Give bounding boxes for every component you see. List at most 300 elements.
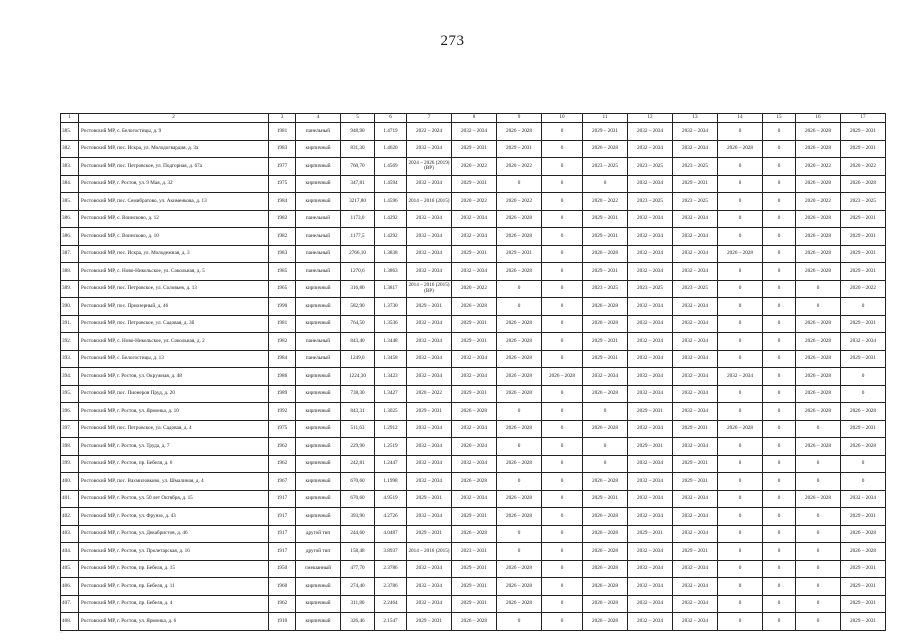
table-cell: 2014 – 2016 (2015): [407, 193, 452, 211]
address-cell: Ростовский МР, г. Ростов, ул. Декабристов, д. 46: [79, 525, 269, 543]
table-cell: 2032 – 2034: [673, 385, 718, 403]
table-row: [61, 140, 886, 158]
table-cell: 2032 – 2034: [407, 245, 452, 263]
address-cell: Ростовский МР, с. Воинсково, д. 10: [79, 228, 269, 246]
table-cell: кирпичный: [296, 368, 341, 386]
table-cell: 0: [763, 455, 796, 473]
table-cell: 0: [542, 263, 583, 281]
table-row: [61, 350, 886, 368]
table-cell: 0: [497, 403, 542, 421]
table-cell: 1984: [269, 350, 296, 368]
table-cell: 2032 – 2034: [452, 210, 497, 228]
table-row: [61, 385, 886, 403]
table-cell: 0: [718, 578, 763, 596]
table-cell: 0: [718, 613, 763, 631]
table-cell: 2032 – 2034: [673, 210, 718, 228]
table-cell: 0: [718, 350, 763, 368]
table-cell: 2026 – 2028: [497, 560, 542, 578]
table-cell: 2029 – 2031: [407, 403, 452, 421]
table-cell: 948,90: [341, 123, 375, 141]
table-cell: 2032 – 2034: [673, 595, 718, 613]
table-cell: 0: [542, 490, 583, 508]
address-cell: Ростовский МР, г. Ростов, ул. Ярмонка, д. 10: [79, 403, 269, 421]
table-cell: 0: [542, 350, 583, 368]
table-cell: 2020 – 2022: [452, 193, 497, 211]
table-cell: 2029 – 2031: [452, 508, 497, 526]
table-cell: 2026 – 2028: [583, 420, 628, 438]
table-cell: 2032 – 2034: [407, 228, 452, 246]
table-cell: 0: [542, 578, 583, 596]
table-cell: 2032 – 2034: [407, 333, 452, 351]
table-cell: 2029 – 2031: [628, 438, 673, 456]
table-cell: 2032 – 2034: [628, 560, 673, 578]
table-cell: 2032 – 2034: [673, 508, 718, 526]
table-cell: 1.4594: [375, 175, 407, 193]
table-cell: 0: [718, 175, 763, 193]
table-cell: 0: [497, 613, 542, 631]
address-cell: Ростовский МР, пос. Вахмиловково, ул. Шмалиная, д. 4: [79, 473, 269, 491]
table-cell: 1177,5: [341, 228, 375, 246]
table-cell: 2029 – 2031: [841, 245, 886, 263]
table-row: [61, 595, 886, 613]
address-cell: Ростовский МР, г. Ростов, пр. Бебеля, д. 15: [79, 560, 269, 578]
table-cell: 0: [763, 473, 796, 491]
table-cell: 0: [718, 280, 763, 298]
table-cell: 2029 – 2031: [841, 123, 886, 141]
table-cell: 2026 – 2028: [583, 613, 628, 631]
row-number-cell: 403.: [61, 525, 79, 543]
table-cell: 0: [763, 315, 796, 333]
table-cell: кирпичный: [296, 298, 341, 316]
table-cell: 1.3025: [375, 403, 407, 421]
table-cell: 0: [796, 473, 841, 491]
table-cell: 0: [763, 228, 796, 246]
table-cell: 1950: [269, 560, 296, 578]
address-cell: Ростовский МР, пос. Искра, ул. Молодежная, д. 3: [79, 245, 269, 263]
table-cell: 2026 – 2028: [796, 385, 841, 403]
table-cell: 0: [796, 613, 841, 631]
table-cell: 2032 – 2034: [673, 560, 718, 578]
table-cell: 1.4292: [375, 210, 407, 228]
table-cell: 0: [718, 595, 763, 613]
table-cell: 0: [763, 298, 796, 316]
table-cell: 2026 – 2028: [796, 438, 841, 456]
table-cell: 0: [542, 193, 583, 211]
address-cell: Ростовский МР, с. Белогостицы, д. 9: [79, 123, 269, 141]
table-cell: 0: [542, 385, 583, 403]
row-number-cell: 391.: [61, 315, 79, 333]
header-cell: 11: [583, 114, 628, 123]
table-cell: 2023 – 2031: [452, 543, 497, 561]
table-cell: 1.3730: [375, 298, 407, 316]
table-cell: 0: [542, 315, 583, 333]
table-cell: 2032 – 2034: [628, 140, 673, 158]
table-cell: 2032 – 2034: [673, 228, 718, 246]
table-cell: 2029 – 2031: [841, 613, 886, 631]
table-cell: 2032 – 2034: [841, 490, 886, 508]
table-cell: 0: [718, 193, 763, 211]
table-cell: 242,81: [341, 455, 375, 473]
table-cell: 0: [542, 613, 583, 631]
table-cell: 2026 – 2028: [583, 385, 628, 403]
table-cell: 2029 – 2031: [841, 350, 886, 368]
table-cell: 2026 – 2028: [583, 560, 628, 578]
table-cell: 0: [542, 245, 583, 263]
table-cell: 2029 – 2031: [452, 245, 497, 263]
table-cell: 582,90: [341, 298, 375, 316]
table-cell: 1.2912: [375, 420, 407, 438]
table-cell: 2026 – 2028: [497, 210, 542, 228]
table-cell: 2023 – 2025: [583, 158, 628, 176]
table-cell: 2020 – 2022: [583, 193, 628, 211]
table-cell: 0: [542, 280, 583, 298]
table-cell: 2032 – 2034: [673, 578, 718, 596]
table-cell: 2026 – 2028: [583, 298, 628, 316]
table-cell: 2032 – 2034: [673, 525, 718, 543]
table-cell: 0: [763, 525, 796, 543]
table-cell: 2032 – 2034: [673, 123, 718, 141]
table-cell: 2029 – 2031: [841, 228, 886, 246]
table-cell: 0: [763, 543, 796, 561]
row-number-cell: 395.: [61, 385, 79, 403]
table-cell: 2029 – 2031: [583, 333, 628, 351]
table-cell: 2032 – 2034: [407, 210, 452, 228]
table-cell: 760,70: [341, 158, 375, 176]
table-cell: 2032 – 2034: [628, 490, 673, 508]
table-cell: 2029 – 2031: [841, 560, 886, 578]
table-cell: 2032 – 2034: [628, 263, 673, 281]
table-cell: 2026 – 2028: [796, 123, 841, 141]
table-cell: 2032 – 2034: [673, 438, 718, 456]
table-cell: 2026 – 2028: [497, 368, 542, 386]
table-cell: 2032 – 2034: [628, 298, 673, 316]
table-cell: 2026 – 2028: [796, 210, 841, 228]
table-cell: кирпичный: [296, 438, 341, 456]
address-cell: Ростовский МР, г. Ростов, ул. 9 Мая, д. 32: [79, 175, 269, 193]
table-cell: 0: [796, 508, 841, 526]
table-cell: 0: [497, 298, 542, 316]
table-cell: 1.3838: [375, 245, 407, 263]
table-cell: 0: [718, 473, 763, 491]
table-cell: 1.3427: [375, 385, 407, 403]
table-row: [61, 333, 886, 351]
table-cell: кирпичный: [296, 158, 341, 176]
row-number-cell: 400.: [61, 473, 79, 491]
table-cell: 2026 – 2028: [841, 543, 886, 561]
table-cell: 2023 – 2025: [628, 280, 673, 298]
header-cell: 16: [796, 114, 841, 123]
table-cell: 2029 – 2031: [673, 473, 718, 491]
table-cell: кирпичный: [296, 403, 341, 421]
table-cell: 0: [542, 525, 583, 543]
table-cell: кирпичный: [296, 315, 341, 333]
table-cell: 0: [542, 595, 583, 613]
table-cell: 0: [718, 438, 763, 456]
table-cell: 1.3448: [375, 333, 407, 351]
table-cell: 2032 – 2034: [628, 613, 673, 631]
table-cell: 1975: [269, 175, 296, 193]
table-cell: 2032 – 2034: [628, 210, 673, 228]
table-cell: 1224,30: [341, 368, 375, 386]
table-cell: 2032 – 2034: [673, 403, 718, 421]
table-cell: 0: [542, 140, 583, 158]
table-cell: 0: [841, 298, 886, 316]
table-cell: 2029 – 2031: [673, 175, 718, 193]
table-cell: 2032 – 2034: [628, 385, 673, 403]
table-row: [61, 490, 886, 508]
table-cell: 2032 – 2034: [407, 315, 452, 333]
table-cell: 4.2726: [375, 508, 407, 526]
table-cell: 0: [718, 560, 763, 578]
table-cell: 2026 – 2028: [796, 228, 841, 246]
table-cell: 1.2519: [375, 438, 407, 456]
header-cell: 9: [497, 114, 542, 123]
table-cell: 2.2464: [375, 595, 407, 613]
table-cell: 1249,0: [341, 350, 375, 368]
table-cell: 2766,10: [341, 245, 375, 263]
table-cell: 2026 – 2028: [796, 490, 841, 508]
header-cell: 10: [542, 114, 583, 123]
table-cell: 2032 – 2034: [407, 368, 452, 386]
address-cell: Ростовский МР, г. Ростов, ул. Труда, д. 7: [79, 438, 269, 456]
address-cell: Ростовский МР, г. Ростов, пр. Бебеля, д. 6: [79, 455, 269, 473]
table-cell: кирпичный: [296, 490, 341, 508]
table-cell: 2026 – 2028: [796, 263, 841, 281]
row-number-cell: 386.: [61, 210, 79, 228]
table-cell: 2029 – 2031: [841, 508, 886, 526]
table-cell: 2026 – 2028: [718, 140, 763, 158]
table-cell: 2029 – 2031: [452, 175, 497, 193]
table-row: [61, 560, 886, 578]
table-cell: 2020 – 2022: [796, 158, 841, 176]
table-cell: 2026 – 2028: [497, 263, 542, 281]
table-cell: 2023 – 2025: [673, 158, 718, 176]
table-cell: 1981: [269, 123, 296, 141]
table-cell: 2029 – 2031: [583, 350, 628, 368]
table-cell: 2032 – 2034: [628, 455, 673, 473]
header-cell: 3: [269, 114, 296, 123]
table-cell: 0: [542, 560, 583, 578]
table-cell: 2026 – 2028: [497, 595, 542, 613]
table-cell: 274,40: [341, 578, 375, 596]
table-cell: 2023 – 2025: [583, 280, 628, 298]
table-cell: 0: [796, 560, 841, 578]
table-cell: 2026 – 2028: [583, 543, 628, 561]
table-cell: 1917: [269, 490, 296, 508]
table-cell: 0: [763, 175, 796, 193]
table-cell: 2026 – 2028: [497, 508, 542, 526]
table-cell: 1917: [269, 543, 296, 561]
table-cell: 1917: [269, 525, 296, 543]
address-cell: Ростовский МР, пос. Приозерный, д. 46: [79, 298, 269, 316]
table-cell: 511,63: [341, 420, 375, 438]
table-cell: 0: [542, 228, 583, 246]
table-cell: 2014 – 2016 (2015) (ВР): [407, 280, 452, 298]
table-cell: 1977: [269, 158, 296, 176]
table-cell: 2026 – 2028: [452, 613, 497, 631]
table-cell: 2029 – 2031: [841, 595, 886, 613]
table-cell: панельный: [296, 263, 341, 281]
table-cell: 0: [763, 438, 796, 456]
table-cell: 2026 – 2028: [796, 368, 841, 386]
table-row: [61, 473, 886, 491]
header-cell: 17: [841, 114, 886, 123]
table-cell: 3.8937: [375, 543, 407, 561]
table-cell: 2026 – 2028: [841, 175, 886, 193]
table-cell: 1984: [269, 193, 296, 211]
table-cell: 1962: [269, 438, 296, 456]
table-cell: 2032 – 2034: [718, 368, 763, 386]
table-row: [61, 263, 886, 281]
table-cell: 2.3786: [375, 560, 407, 578]
header-cell: 4: [296, 114, 341, 123]
table-cell: 2029 – 2031: [673, 420, 718, 438]
table-cell: 2032 – 2034: [673, 298, 718, 316]
table-cell: панельный: [296, 123, 341, 141]
table-cell: кирпичный: [296, 508, 341, 526]
table-row: [61, 613, 886, 631]
table-cell: 2032 – 2034: [407, 350, 452, 368]
table-cell: другой тип: [296, 525, 341, 543]
address-cell: Ростовский МР, пос. Петровское, ул. Соловьев, д. 13: [79, 280, 269, 298]
header-cell: 6: [375, 114, 407, 123]
table-cell: 2029 – 2031: [452, 385, 497, 403]
table-cell: 1.2447: [375, 455, 407, 473]
table-cell: 2.1547: [375, 613, 407, 631]
table-cell: 2026 – 2028: [583, 473, 628, 491]
table-cell: 0: [542, 210, 583, 228]
table-cell: 2026 – 2028: [583, 140, 628, 158]
table-cell: 2029 – 2031: [497, 140, 542, 158]
table-cell: 2.3786: [375, 578, 407, 596]
table-cell: 2026 – 2028: [583, 315, 628, 333]
table-cell: 0: [718, 123, 763, 141]
table-cell: 0: [763, 280, 796, 298]
row-number-cell: 385.: [61, 193, 79, 211]
table-cell: 2026 – 2028: [497, 228, 542, 246]
table-cell: 2029 – 2031: [452, 333, 497, 351]
table-cell: кирпичный: [296, 613, 341, 631]
table-cell: 2029 – 2031: [841, 578, 886, 596]
header-cell: 1: [61, 114, 79, 123]
table-cell: 2023 – 2025: [673, 280, 718, 298]
table-cell: 2026 – 2028: [583, 525, 628, 543]
table-cell: 2029 – 2031: [583, 123, 628, 141]
table-cell: панельный: [296, 210, 341, 228]
table-cell: 0: [542, 333, 583, 351]
row-number-cell: 389.: [61, 280, 79, 298]
row-number-cell: 396.: [61, 403, 79, 421]
table-cell: 2023 – 2025: [628, 193, 673, 211]
table-cell: 1967: [269, 473, 296, 491]
table-cell: 1962: [269, 455, 296, 473]
address-cell: Ростовский МР, пос. Семибратово, ул. Акименкова, д. 13: [79, 193, 269, 211]
table-cell: 843,40: [341, 333, 375, 351]
table-cell: 2020 – 2022: [497, 158, 542, 176]
table-cell: 1.4569: [375, 158, 407, 176]
table-cell: 0: [763, 578, 796, 596]
table-cell: 1983: [269, 245, 296, 263]
table-cell: 2032 – 2034: [407, 560, 452, 578]
page-number: 273: [440, 33, 465, 49]
table-cell: 1981: [269, 315, 296, 333]
table-cell: 2029 – 2031: [841, 315, 886, 333]
table-cell: 2026 – 2028: [796, 175, 841, 193]
table-cell: 2026 – 2028: [841, 438, 886, 456]
table-cell: 2026 – 2028: [452, 403, 497, 421]
table-cell: 764,50: [341, 315, 375, 333]
address-cell: Ростовский МР, пос. Пионеров Пруд, д. 20: [79, 385, 269, 403]
table-cell: 1.1998: [375, 473, 407, 491]
table-cell: 2022 – 2024: [407, 123, 452, 141]
table-cell: 0: [763, 385, 796, 403]
table-cell: 1.3458: [375, 350, 407, 368]
table-cell: 477,70: [341, 560, 375, 578]
table-cell: 0: [542, 403, 583, 421]
table-cell: 2032 – 2034: [628, 508, 673, 526]
table-cell: 670,60: [341, 490, 375, 508]
table-cell: 2029 – 2031: [673, 543, 718, 561]
row-number-cell: 398.: [61, 438, 79, 456]
table-cell: 2026 – 2028: [796, 350, 841, 368]
table-cell: 1910: [269, 613, 296, 631]
table-cell: 2029 – 2031: [452, 140, 497, 158]
table-cell: 2032 – 2034: [452, 123, 497, 141]
table-cell: 2029 – 2031: [407, 525, 452, 543]
table-cell: 2032 – 2034: [452, 420, 497, 438]
table-cell: 0: [718, 315, 763, 333]
table-cell: 2032 – 2034: [628, 315, 673, 333]
table-cell: 2020 – 2022: [452, 158, 497, 176]
row-number-cell: 404.: [61, 543, 79, 561]
table-cell: 2032 – 2034: [673, 245, 718, 263]
table-cell: 2032 – 2034: [628, 420, 673, 438]
table-cell: 1962: [269, 595, 296, 613]
table-cell: 2032 – 2034: [628, 368, 673, 386]
row-number-cell: 405.: [61, 560, 79, 578]
table-cell: 0: [718, 385, 763, 403]
table-cell: 2020 – 2022: [407, 385, 452, 403]
table-cell: 1965: [269, 280, 296, 298]
table-cell: 2032 – 2034: [673, 315, 718, 333]
table-cell: 1.3817: [375, 280, 407, 298]
address-cell: Ростовский МР, с. Ново-Никольское, ул. Сокольная, д. 5: [79, 263, 269, 281]
table-cell: 2026 – 2028: [841, 403, 886, 421]
address-cell: Ростовский МР, пос. Петровское, ул. Садовая, д. 3б: [79, 315, 269, 333]
table-row: [61, 420, 886, 438]
table-cell: 1173,0: [341, 210, 375, 228]
row-number-cell: 386.: [61, 228, 79, 246]
table-cell: 2026 – 2028: [497, 315, 542, 333]
table-cell: кирпичный: [296, 193, 341, 211]
table-cell: 2032 – 2034: [628, 245, 673, 263]
table-cell: 2029 – 2031: [407, 298, 452, 316]
table-cell: 0: [718, 298, 763, 316]
table-row: [61, 525, 886, 543]
table-cell: 0: [542, 473, 583, 491]
table-cell: кирпичный: [296, 595, 341, 613]
table-row: [61, 578, 886, 596]
table-cell: 2032 – 2034: [628, 350, 673, 368]
table-cell: 0: [542, 123, 583, 141]
table-cell: 2029 – 2031: [841, 140, 886, 158]
row-number-cell: 401.: [61, 490, 79, 508]
table-cell: 2029 – 2031: [583, 228, 628, 246]
table-cell: 0: [718, 210, 763, 228]
table-cell: 2026 – 2028: [583, 245, 628, 263]
table-cell: 2026 – 2028: [497, 420, 542, 438]
table-cell: кирпичный: [296, 385, 341, 403]
